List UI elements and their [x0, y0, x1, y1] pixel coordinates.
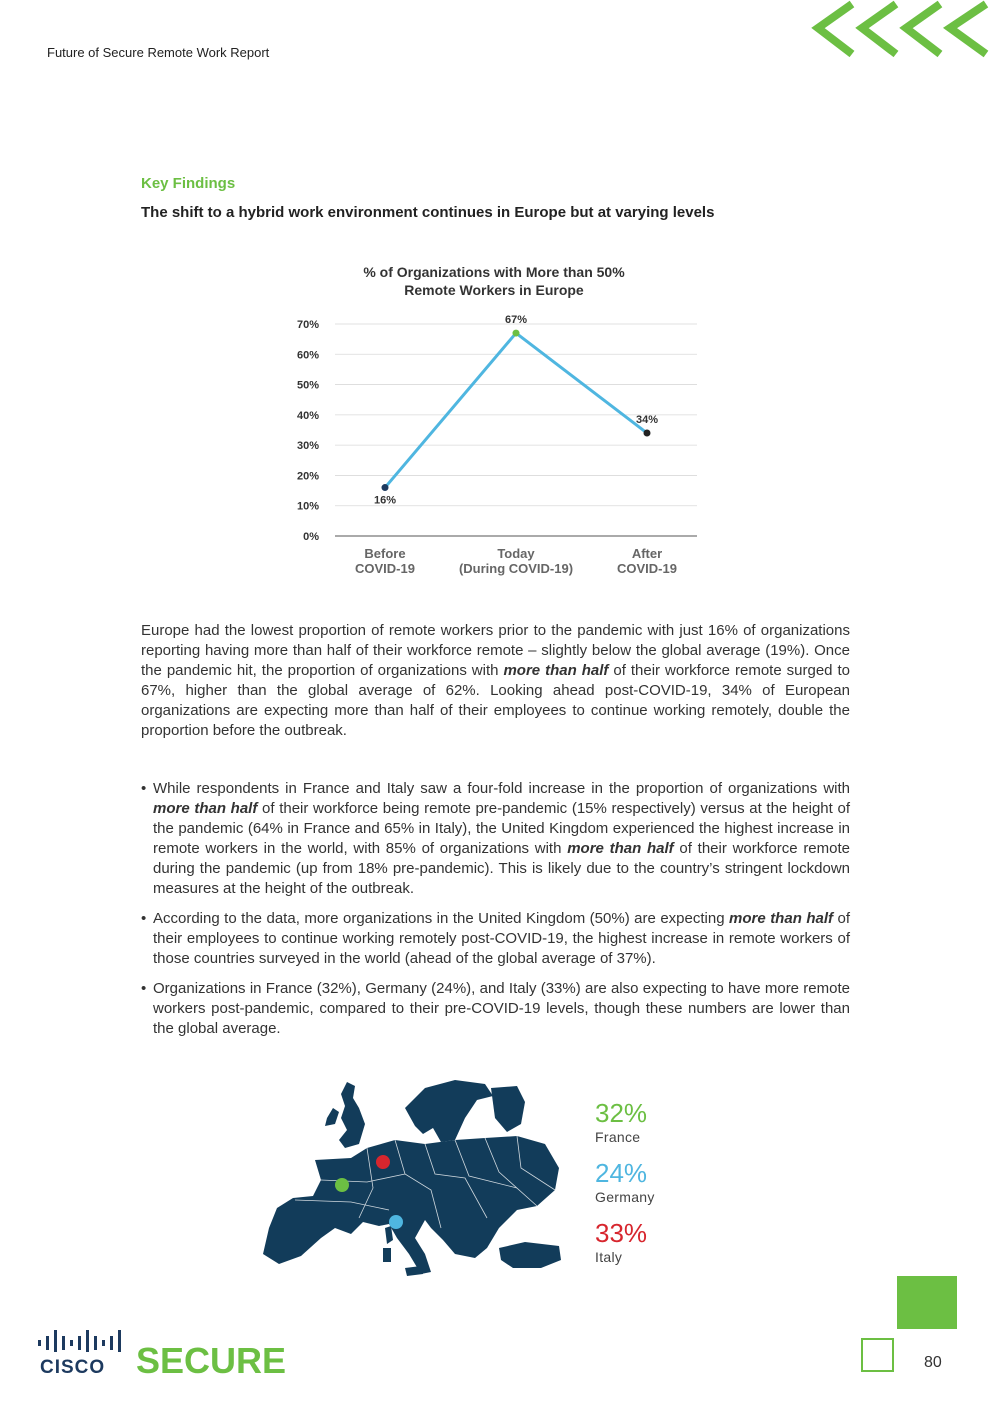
stat-france — [595, 1099, 647, 1145]
bullet-text: of their workforce being remote pre-pandemic (15% respectively) versus at the height of the pandemic (64% in France and 65% in Italy), the United Kingdom experienced the highest increase in remote workers in the world, with 85% of organizations with — [153, 800, 850, 857]
chart-title-line-2: Remote Workers in Europe — [404, 282, 584, 298]
paragraph-text: Europe had the lowest proportion of remote workers prior to the pandemic with just 16% of organizations reporting having more than half of their workforce remote – slightly below the global average (19%). Once the pandemic hit, the proportion of organizations with — [141, 622, 850, 679]
stat-italy — [595, 1219, 647, 1265]
x-category-label: COVID-19 — [355, 561, 415, 576]
data-point — [513, 330, 520, 337]
cisco-wordmark: CISCO — [40, 1357, 106, 1378]
data-point — [382, 484, 389, 491]
germany-marker — [376, 1155, 390, 1169]
decorative-outline-square — [861, 1338, 894, 1372]
y-tick-label: 70% — [296, 319, 319, 331]
bullet-list — [141, 779, 850, 1049]
stat-value: 32% — [595, 1098, 648, 1128]
data-point — [644, 430, 651, 437]
bullet-item — [141, 909, 850, 969]
x-category-label: Today — [497, 546, 535, 561]
stat-germany — [595, 1159, 655, 1205]
bullet-text: of their workforce remote during the pandemic (up from 18% pre-pandemic). This is likely due to the country’s stringent lockdown measures at the height of the outbreak. — [153, 840, 850, 897]
report-title: Future of Secure Remote Work Report — [47, 45, 270, 60]
data-label: 34% — [635, 414, 659, 427]
data-label: 67% — [504, 314, 528, 327]
y-tick-label: 60% — [296, 349, 319, 362]
data-label: 16% — [373, 494, 397, 507]
bullet-emphasis: more than half — [567, 840, 674, 857]
secure-wordmark: SECURE — [136, 1340, 287, 1378]
y-tick-label: 10% — [296, 500, 319, 513]
bullet-marker: • — [141, 910, 147, 927]
bullet-marker: • — [141, 780, 147, 797]
italy-marker — [389, 1215, 403, 1229]
stat-value: 24% — [595, 1158, 648, 1188]
bullet-item — [141, 779, 850, 899]
bullet-text: According to the data, more organizations in the United Kingdom (50%) are expecting — [153, 910, 730, 927]
y-tick-label: 50% — [296, 379, 319, 392]
x-category-label: Before — [364, 546, 406, 561]
stat-country: France — [595, 1129, 641, 1145]
europe-map-icon — [255, 1078, 575, 1278]
y-tick-label: 30% — [296, 440, 319, 453]
bullet-item — [141, 979, 850, 1039]
chevron-decoration-icon — [800, 0, 992, 62]
chart-title-line-1: % of Organizations with More than 50% — [363, 264, 625, 280]
bullet-emphasis: more than half — [729, 910, 833, 927]
stat-value: 33% — [595, 1218, 648, 1248]
x-category-label: After — [631, 546, 663, 561]
cisco-secure-logo — [36, 1328, 296, 1378]
stat-country: Italy — [595, 1249, 623, 1265]
cisco-bars-icon — [38, 1330, 121, 1352]
x-category-label: (During COVID-19) — [458, 561, 574, 576]
stat-country: Germany — [595, 1189, 655, 1205]
paragraph-text: of their workforce remote surged to 67%, higher than the global average of 62%. Looking ahead post-COVID-19, 34% of European organizations are expecting more than half of their employees to continue working remotely, double the proportion before the outbreak. — [141, 662, 850, 739]
bullet-emphasis: more than half — [153, 800, 258, 817]
bullet-text: of their employees to continue working remotely post-COVID-19, the highest increase in remote workers of those countries surveyed in the world (ahead of the global average of 37%). — [153, 910, 850, 967]
y-tick-label: 0% — [303, 531, 319, 543]
body-paragraph — [141, 621, 850, 741]
bullet-text: While respondents in France and Italy saw a four-fold increase in the proportion of organizations with — [153, 780, 850, 797]
france-marker — [335, 1178, 349, 1192]
line-chart — [280, 258, 720, 588]
paragraph-emphasis: more than half — [503, 662, 609, 679]
series-line — [385, 333, 647, 487]
bullet-marker: • — [141, 980, 147, 997]
y-tick-label: 40% — [296, 409, 319, 422]
y-tick-label: 20% — [296, 470, 319, 483]
bullet-text: Organizations in France (32%), Germany (24%), and Italy (33%) are also expecting to have more remote workers post-pandemic, compared to their pre-COVID-19 levels, though these numbers are lower than the global average. — [153, 980, 850, 1037]
section-label: Key Findings — [141, 175, 236, 192]
decorative-green-square — [897, 1276, 957, 1329]
section-heading: The shift to a hybrid work environment continues in Europe but at varying levels — [141, 204, 715, 221]
x-category-label: COVID-19 — [617, 561, 677, 576]
page-number: 80 — [924, 1354, 942, 1371]
